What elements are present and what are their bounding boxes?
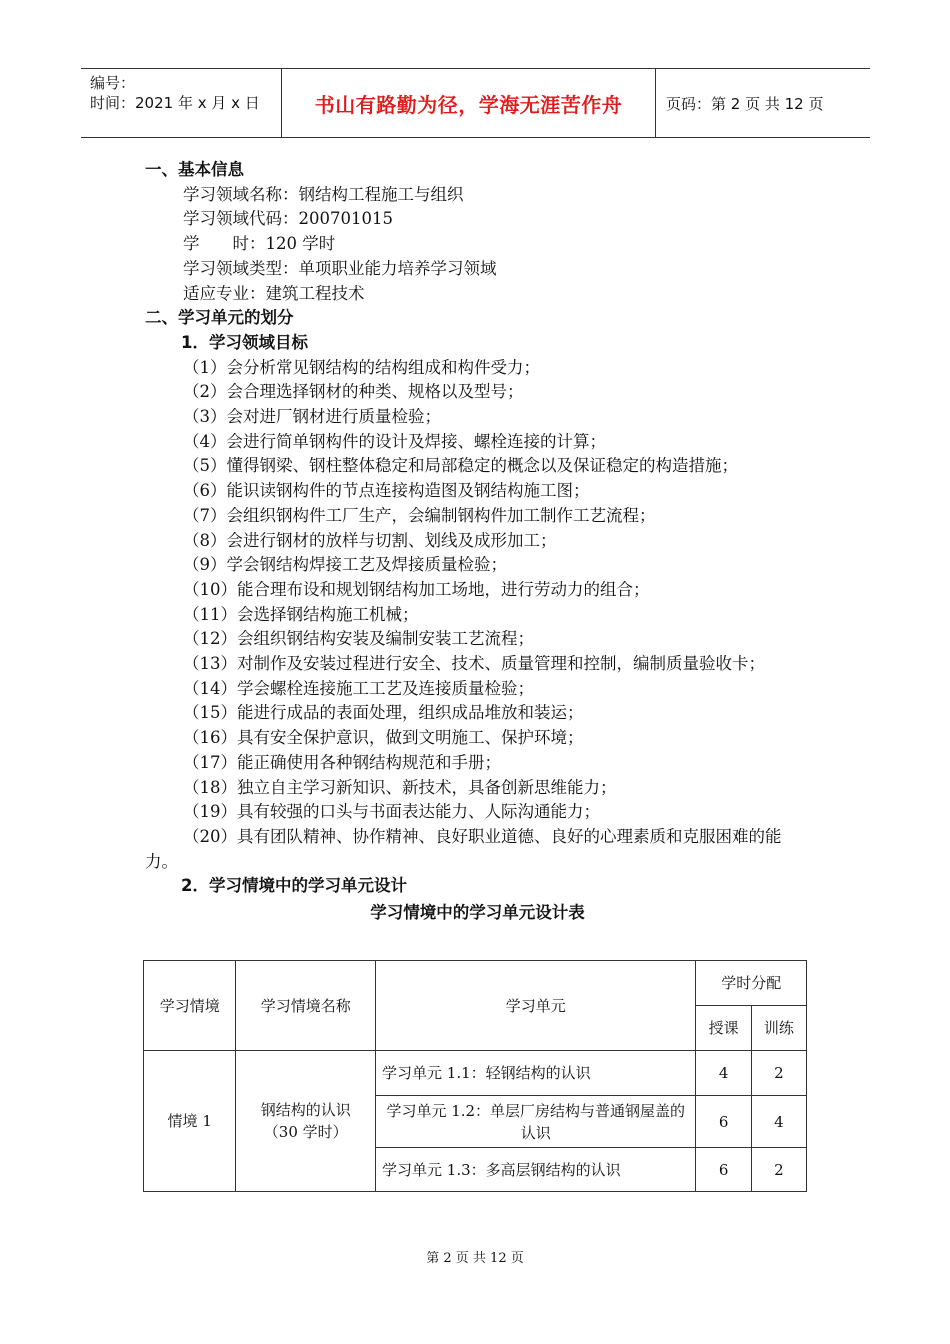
table-row-training: 4: [751, 1096, 806, 1148]
basic-info-line: 学习领域代码：200701015: [183, 209, 393, 229]
page-header: [81, 68, 870, 138]
table-row-unit: 学习单元 1.1：轻钢结构的认识: [376, 1051, 696, 1096]
goal-item: （9）学会钢结构焊接工艺及焊接质量检验；: [183, 555, 507, 575]
goal-item: （17）能正确使用各种钢结构规范和手册；: [183, 752, 501, 772]
table-title: 学习情境中的学习单元设计表: [370, 903, 585, 923]
goal-item: （6）能识读钢构件的节点连接构造图及钢结构施工图；: [183, 481, 590, 501]
unit-design-table: [143, 960, 807, 1192]
table-row-unit: 学习单元 1.2：单层厂房结构与普通钢屋盖的认识: [376, 1096, 696, 1148]
goal-item: （15）能进行成品的表面处理，组织成品堆放和装运；: [183, 703, 584, 723]
situation-name: 钢结构的认识: [260, 1101, 351, 1119]
goal-item: （16）具有安全保护意识，做到文明施工、保护环境；: [183, 728, 584, 748]
basic-info-line: 学 时：120 学时: [183, 234, 336, 254]
number-label: 编号：: [90, 74, 136, 92]
basic-info-line: 适应专业：建筑工程技术: [183, 283, 365, 303]
document-body: [145, 158, 810, 926]
goal-item: （1）会分析常见钢结构的结构组成和构件受力；: [183, 357, 540, 377]
section-units-heading: 二、学习单元的划分: [145, 308, 294, 328]
header-situation-name: 学习情境名称: [236, 961, 376, 1051]
basic-info-line: 学习领域类型：单项职业能力培养学习领域: [183, 258, 497, 278]
goal-item: （18）独立自主学习新知识、新技术，具备创新思维能力；: [183, 777, 617, 797]
goal-item: （20）具有团队精神、协作精神、良好职业道德、良好的心理素质和克服困难的能力。: [145, 826, 782, 871]
date-label: 时间：2021 年 x 月 x 日: [90, 94, 260, 112]
goal-item: （11）会选择钢结构施工机械；: [183, 604, 419, 624]
goal-item: （19）具有较强的口头与书面表达能力、人际沟通能力；: [183, 802, 600, 822]
goal-item: （7）会组织钢构件工厂生产，会编制钢构件加工制作工艺流程；: [183, 505, 656, 525]
goal-item: （12）会组织钢结构安装及编制安装工艺流程；: [183, 629, 534, 649]
goal-item: （5）懂得钢梁、钢柱整体稳定和局部稳定的概念以及保证稳定的构造措施；: [183, 456, 738, 476]
table-row-lecture: 6: [696, 1096, 751, 1148]
section-basic-info-heading: 一、基本信息: [145, 160, 244, 179]
goal-heading: 1．学习领域目标: [181, 332, 308, 352]
goal-item: （2）会合理选择钢材的种类、规格以及型号；: [183, 382, 524, 402]
header-lecture: 授课: [696, 1006, 751, 1051]
header-page-info: 页码：第 2 页 共 12 页: [666, 94, 824, 113]
header-situation: 学习情境: [144, 961, 236, 1051]
goal-item: （13）对制作及安装过程进行安全、技术、质量管理和控制，编制质量验收卡；: [183, 654, 765, 674]
situation-name-cell: [236, 1051, 376, 1192]
header-hours: 学时分配: [696, 961, 807, 1006]
header-training: 训练: [751, 1006, 806, 1051]
design-heading: 2．学习情境中的学习单元设计: [181, 876, 407, 896]
table-row-training: 2: [751, 1148, 806, 1192]
header-unit: 学习单元: [376, 961, 696, 1051]
table-row-lecture: 6: [696, 1148, 751, 1192]
goal-item: （10）能合理布设和规划钢结构加工场地，进行劳动力的组合；: [183, 579, 650, 599]
table-row-unit: 学习单元 1.3：多高层钢结构的认识: [376, 1148, 696, 1192]
basic-info-line: 学习领域名称：钢结构工程施工与组织: [183, 184, 464, 204]
goal-item: （8）会进行钢材的放样与切割、划线及成形加工；: [183, 530, 557, 550]
goal-item: （3）会对进厂钢材进行质量检验；: [183, 407, 441, 427]
table-row-training: 2: [751, 1051, 806, 1096]
header-slogan: 书山有路勤为径，学海无涯苦作舟: [282, 69, 656, 137]
situation-cell: 情境 1: [144, 1051, 236, 1192]
goal-item: （4）会进行简单钢构件的设计及焊接、螺栓连接的计算；: [183, 431, 606, 451]
table-row-lecture: 4: [696, 1051, 751, 1096]
header-meta: [81, 69, 282, 137]
goal-item: （14）学会螺栓连接施工工艺及连接质量检验；: [183, 678, 534, 698]
page-footer: 第 2 页 共 12 页: [426, 1251, 524, 1266]
situation-hours: （30 学时）: [263, 1123, 348, 1141]
